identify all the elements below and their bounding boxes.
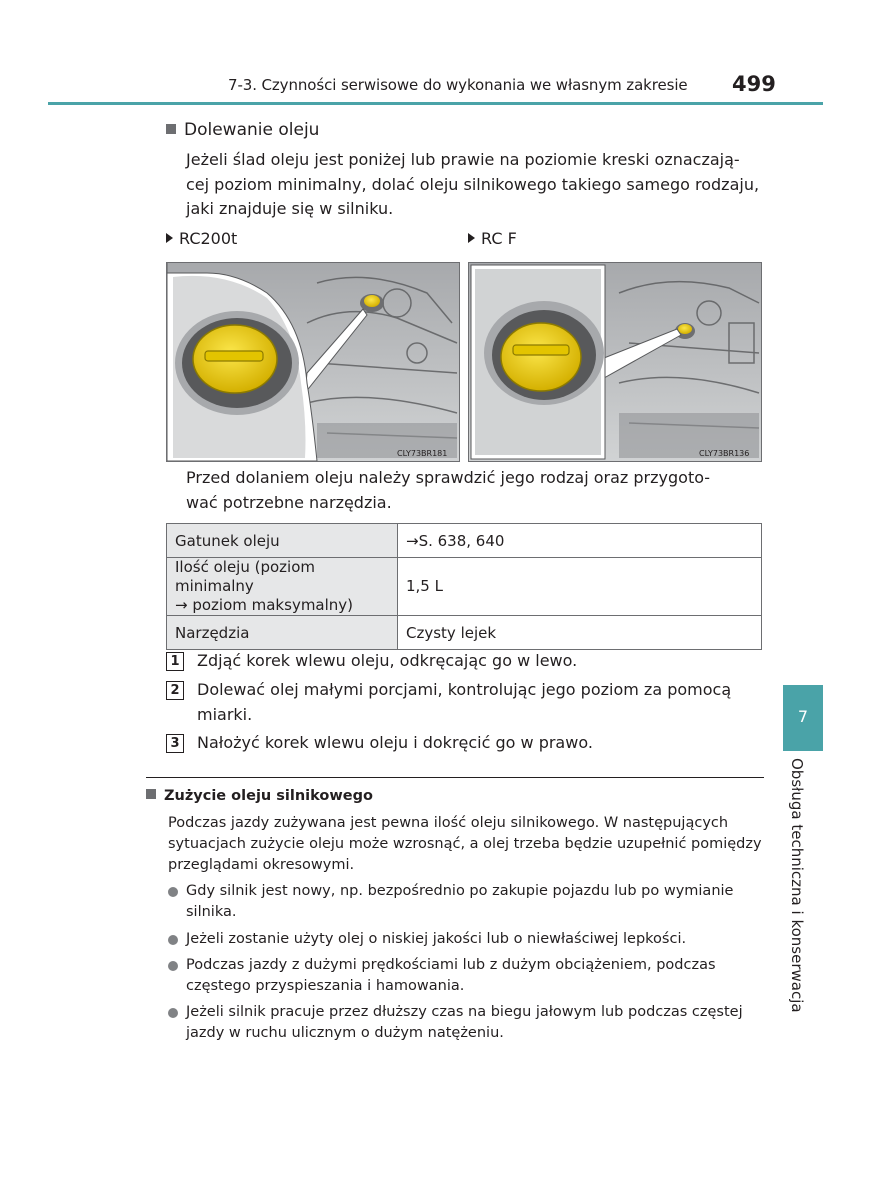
model-label-rc200t: RC200t	[166, 229, 237, 248]
bullet-dot-icon	[168, 887, 178, 897]
table-row	[167, 616, 762, 650]
step-number: 3	[166, 734, 184, 753]
list-item: Gdy silnik jest nowy, np. bezpośrednio po zakupie pojazdu lub po wymianie silnika.	[168, 881, 762, 923]
engine-photo-rcf	[468, 262, 762, 462]
triangle-bullet-icon	[468, 233, 475, 243]
before-adding-paragraph: Przed dolaniem oleju należy sprawdzić jego rodzaj oraz przygoto- wać potrzebne narzędzia.	[186, 468, 711, 512]
image-code-label: CLY73BR181	[397, 449, 448, 458]
running-header: 7-3. Czynności serwisowe do wykonania we własnym zakresie	[228, 76, 688, 94]
list-item: Jeżeli zostanie użyty olej o niskiej jakości lub o niewłaściwej lepkości.	[168, 929, 762, 950]
section-title-adding-oil: Dolewanie oleju	[166, 120, 319, 140]
bullet-dot-icon	[168, 961, 178, 971]
chapter-number: 7	[797, 707, 809, 726]
model-label-rcf: RC F	[468, 229, 517, 248]
step-item: 2 Dolewać olej małymi porcjami, kontrolując jego poziom za pomocą miarki.	[166, 678, 762, 727]
table-value-cell: 1,5 L	[398, 558, 762, 616]
step-number: 2	[166, 681, 184, 700]
page-number: 499	[732, 72, 776, 96]
bullet-dot-icon	[168, 935, 178, 945]
table-key-cell: Ilość oleju (poziom minimalny → poziom maksymalny)	[167, 558, 398, 616]
oil-spec-table	[166, 523, 762, 650]
engine-photo-rc200t	[166, 262, 460, 462]
table-key-cell: Narzędzia	[167, 616, 398, 650]
chapter-title-vertical: Obsługa techniczna i konserwacja	[788, 758, 806, 1013]
table-value-cell: →S. 638, 640	[398, 524, 762, 558]
image-code-label: CLY73BR136	[699, 449, 750, 458]
header-divider	[48, 102, 823, 105]
section-title-oil-consumption: Zużycie oleju silnikowego	[146, 788, 373, 804]
table-value-cell: Czysty lejek	[398, 616, 762, 650]
square-bullet-icon	[166, 124, 176, 134]
bullet-dot-icon	[168, 1008, 178, 1018]
step-item: 1 Zdjąć korek wlewu oleju, odkręcając go w lewo.	[166, 649, 762, 674]
consumption-paragraph: Podczas jazdy zużywana jest pewna ilość oleju silnikowego. W następujących sytuacjach zużycie oleju może wzrosnąć, a olej trzeba będzie uzupełnić pomiędzy przeglądami okresowymi.	[168, 815, 762, 873]
intro-paragraph: Jeżeli ślad oleju jest poniżej lub prawie na poziomie kreski oznaczają- cej poziom minimalny, dolać oleju silnikowego takiego samego rodzaju, jaki znajduje się w silniku.	[186, 150, 760, 218]
table-row	[167, 524, 762, 558]
square-bullet-icon	[146, 789, 156, 799]
step-number: 1	[166, 652, 184, 671]
list-item: Podczas jazdy z dużymi prędkościami lub z dużym obciążeniem, podczas częstego przyspieszania i hamowania.	[168, 955, 762, 997]
chapter-tab[interactable]	[783, 685, 823, 751]
list-item: Jeżeli silnik pracuje przez dłuższy czas na biegu jałowym lub podczas częstej jazdy w ruchu ulicznym o dużym natężeniu.	[168, 1002, 762, 1044]
step-item: 3 Nałożyć korek wlewu oleju i dokręcić go w prawo.	[166, 731, 762, 756]
table-key-cell: Gatunek oleju	[167, 524, 398, 558]
section-divider	[146, 777, 764, 778]
table-row	[167, 558, 762, 616]
triangle-bullet-icon	[166, 233, 173, 243]
